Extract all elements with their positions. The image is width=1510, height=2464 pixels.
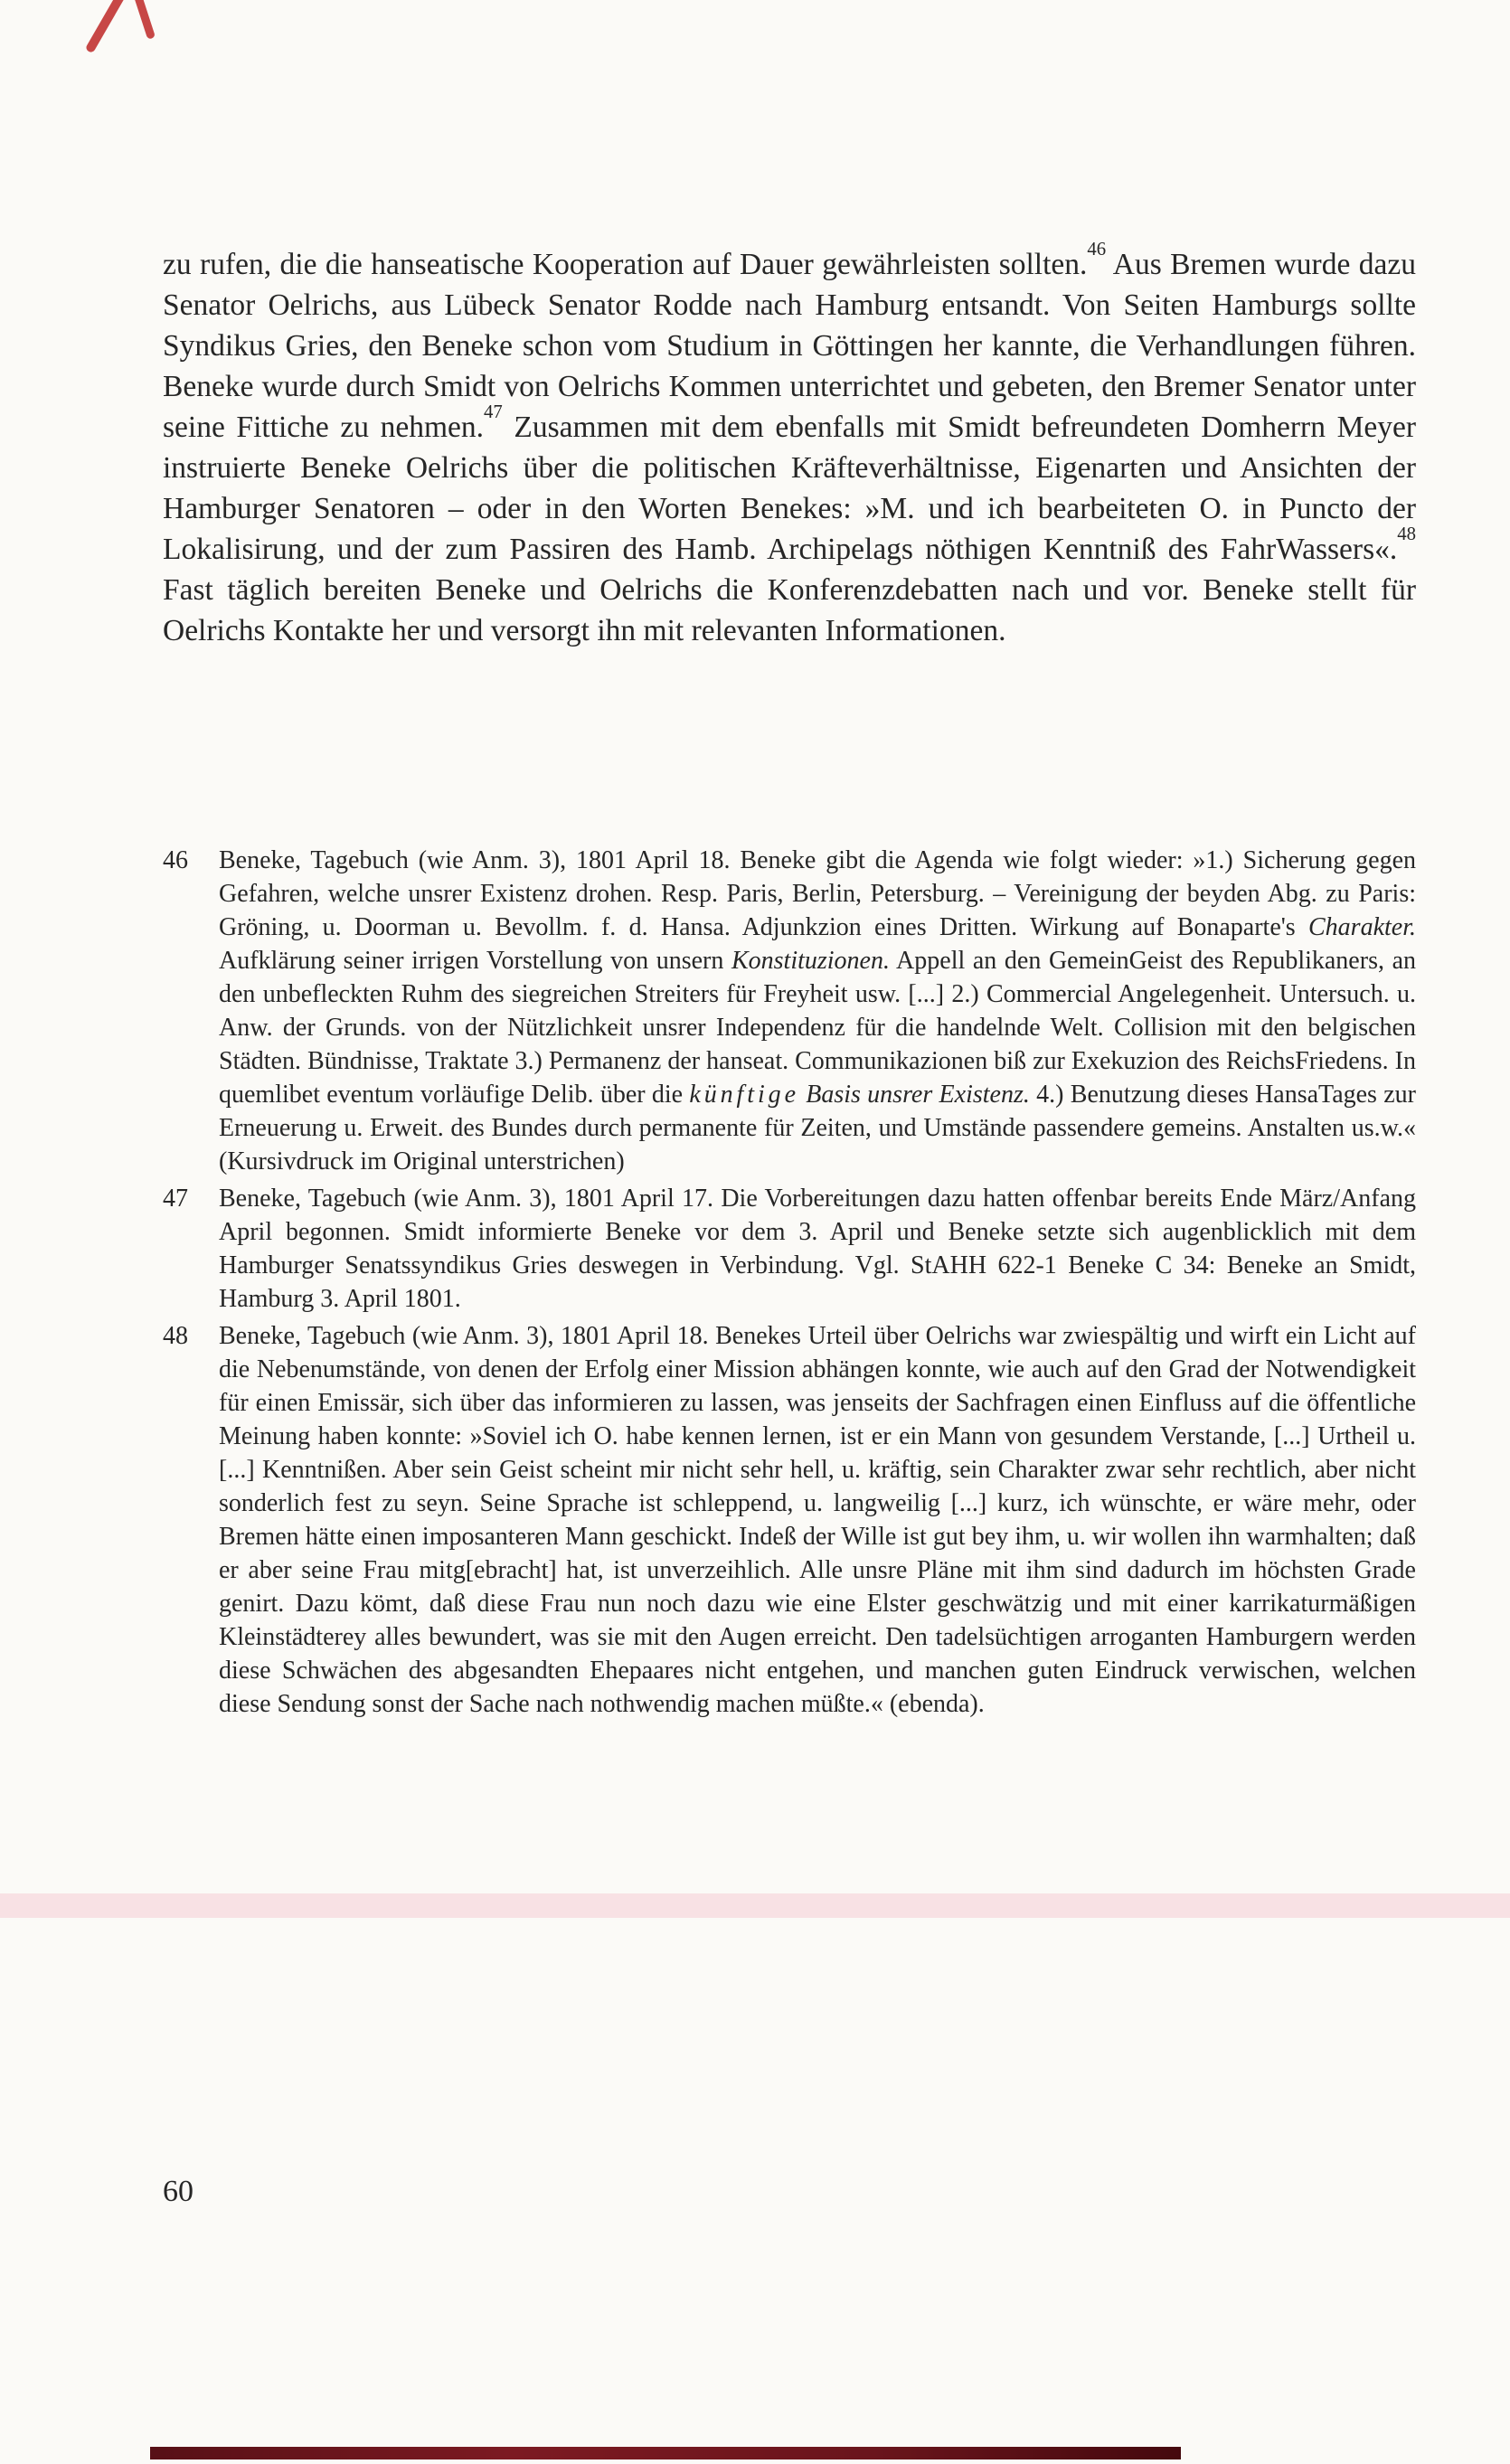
- text-run: zu rufen, die die hanseatische Kooperation auf Dauer gewährleisten sollten.: [163, 248, 1088, 281]
- red-pen-mark-2: [131, 0, 156, 40]
- text-run: Aus Bremen wurde dazu Senator Oelrichs, aus Lübeck Senator Rodde nach Hamburg entsandt. Von Seiten Hamburgs sollte Syndikus Gries, den Beneke schon vom Studium in Göttingen her kannte, die Verhandlungen führen. Beneke wurde durch Smidt von Oelrichs Kommen unterrichtet und gebeten, den Bremer Senator unter seine Fittiche zu nehmen.: [163, 248, 1416, 444]
- pink-scan-line: [0, 1893, 1510, 1918]
- footnote-number: 46: [163, 846, 188, 874]
- text-run: Beneke, Tagebuch (wie Anm. 3), 1801 April 18. Beneke gibt die Agenda wie folgt wieder: »1.) Sicherung gegen Gefahren, welche unsrer Existenz drohen. Resp. Paris, Berlin, Petersburg. – Vereinigung der beyden Abg. zu Paris: Gröning, u. Doorman u. Bevollm. f. d. Hansa. Adjunkzion eines Dritten. Wirkung auf Bonaparte's: [219, 846, 1416, 941]
- text-run: Charakter.: [1308, 913, 1416, 941]
- footnote-reference: 46: [1087, 238, 1107, 260]
- page-number: 60: [163, 2175, 193, 2208]
- text-run: künftige: [689, 1081, 799, 1109]
- text-run: Konstituzionen.: [731, 947, 890, 975]
- footnote-number: 48: [163, 1322, 188, 1350]
- footnote-reference: 48: [1397, 523, 1416, 544]
- bottom-red-strip: [150, 2447, 1181, 2459]
- footnote-text: [219, 1322, 1416, 1718]
- text-run: Fast täglich bereiten Beneke und Oelrichs die Konferenzdebatten nach und vor. Beneke stellt für Oelrichs Kontakte her und versorgt ihn mit relevanten Informationen.: [163, 573, 1416, 647]
- footnote-46: [163, 844, 1416, 1178]
- text-run: Beneke, Tagebuch (wie Anm. 3), 1801 April 18. Benekes Urteil über Oelrichs war zwiespältig und wirft ein Licht auf die Nebenumstände, von denen der Erfolg einer Mission abhängen konnte, wie auch auf den Grad der Notwendigkeit für einen Emissär, sich über das informieren zu lassen, was jenseits der Sachfragen einen Einfluss auf die öffentliche Meinung haben konnte: »Soviel ich O. habe kennen lernen, ist er ein Mann von gesundem Verstande, [...] Urtheil u. [...] Kenntnißen. Aber sein Geist scheint mir nicht sehr hell, u. kräftig, sein Charakter zwar sehr rechtlich, aber nicht sonderlich fest zu seyn. Seine Sprache ist schleppend, u. langweilig [...] kurz, ich wünschte, er wäre mehr, oder Bremen hätte einen imposanteren Mann geschickt. Indeß der Wille ist gut bey ihm, u. wir wollen ihn warmhalten; daß er aber seine Frau mitg[ebracht] hat, ist unverzeihlich. Alle unsre Pläne mit ihm sind dadurch im höchsten Grade genirt. Dazu kömt, daß diese Frau nun noch dazu wie eine Elster geschwätzig und mit einer karrikaturmäßigen Kleinstädterey alles bewundert, was sie mit den Augen erreicht. Den tadelsüchtigen arroganten Hamburgern werden diese Schwächen des abgesandten Ehepaares nicht entgehen, und manchen guten Eindruck verwischen, welchen diese Sendung sonst der Sache nach nothwendig machen müßte.« (ebenda).: [219, 1322, 1416, 1718]
- text-run: Aufklärung seiner irrigen Vorstellung von unsern: [219, 947, 731, 975]
- footnote-text: [219, 846, 1416, 1175]
- footnote-47: [163, 1182, 1416, 1316]
- text-run: Beneke, Tagebuch (wie Anm. 3), 1801 April 17. Die Vorbereitungen dazu hatten offenbar bereits Ende März/Anfang April begonnen. Smidt informierte Beneke vor dem 3. April und Beneke setzte sich augenblicklich mit dem Hamburger Senatssyndikus Gries deswegen in Verbindung. Vgl. StAHH 622-1 Beneke C 34: Beneke an Smidt, Hamburg 3. April 1801.: [219, 1185, 1416, 1313]
- footnotes-section: [163, 844, 1416, 1724]
- footnote-text: [219, 1185, 1416, 1313]
- red-pen-mark-1: [85, 0, 127, 53]
- text-run: Basis unsrer Existenz.: [798, 1081, 1030, 1109]
- footnote-reference: 47: [484, 401, 503, 422]
- text-run: 4.) Benutzung dieses HansaTages zur Erneuerung u. Erweit. des Bundes durch permanente für Zeiten, und Umstände passendere gemeins. Anstalten us.w.« (Kursivdruck im Original unterstrichen): [219, 1081, 1416, 1175]
- footnote-number: 47: [163, 1185, 188, 1213]
- text-run: Appell an den GemeinGeist des Republikaners, an den unbefleckten Ruhm des siegreichen Streiters für Freyheit usw. [...] 2.) Commercial Angelegenheit. Untersuch. u. Anw. der Grunds. von der Nützlichkeit unsrer Independenz für die handelnde Welt. Collision mit den belgischen Städten. Bündnisse, Traktate 3.) Permanenz der hanseat. Communikazionen biß zur Exekuzion des ReichsFriedens. In quemlibet eventum vorläufige Delib. über die: [219, 947, 1416, 1109]
- text-run: Zusammen mit dem ebenfalls mit Smidt befreundeten Domherrn Meyer instruierte Beneke Oelrichs über die politischen Kräfteverhältnisse, Eigenarten und Ansichten der Hamburger Senatoren – oder in den Worten Benekes: »M. und ich bearbeiteten O. in Puncto der Lokalisirung, und der zum Passiren des Hamb. Archipelags nöthigen Kenntniß des FahrWassers«.: [163, 411, 1416, 566]
- body-paragraph: [163, 238, 1416, 651]
- footnote-48: [163, 1319, 1416, 1721]
